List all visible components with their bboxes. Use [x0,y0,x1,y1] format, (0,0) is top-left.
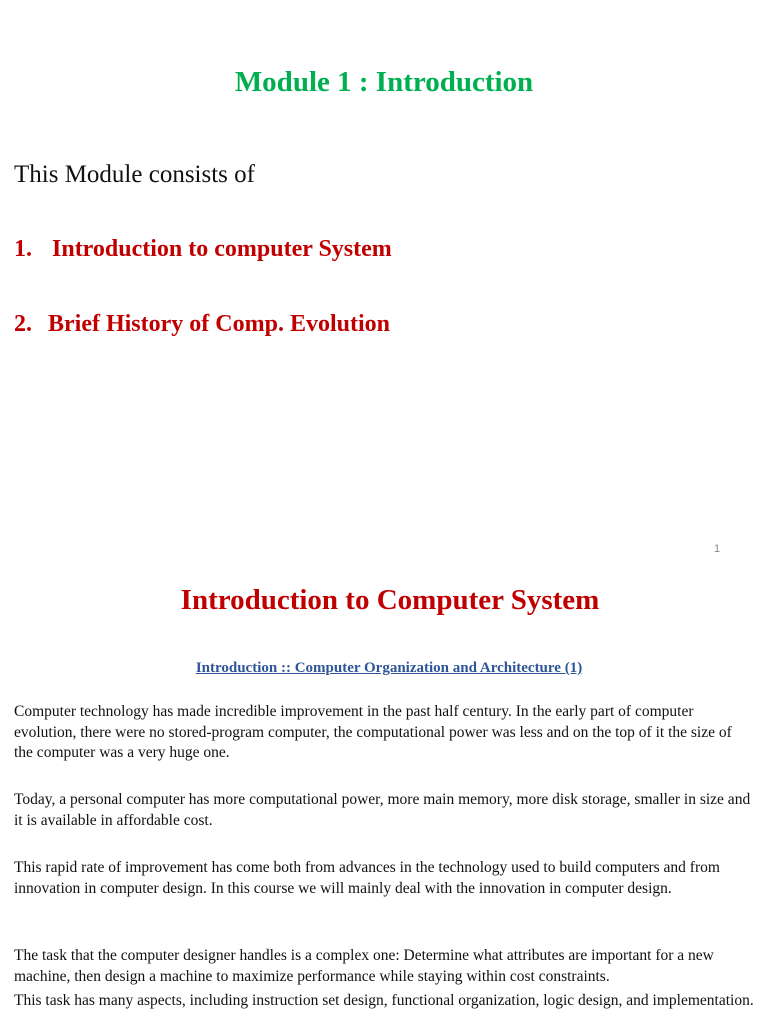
slide-introduction [0,568,768,1024]
module-intro-text: This Module consists of [14,161,255,188]
module-title: Module 1 : Introduction [234,66,534,98]
section-title: Introduction to Computer System [180,584,600,616]
paragraph: This task has many aspects, including instruction set design, functional organization, logic design, and implementation. [14,992,754,1009]
module-item-1 [14,233,392,265]
paragraph: The task that the computer designer handles is a complex one: Determine what attributes are important for a new machine, then design a machine to maximize performance while staying within cost constraints. [14,947,714,985]
paragraph: This rapid rate of improvement has come both from advances in the technology used to build computers and from innovation in computer design. In this course we will mainly deal with the innovation in computer design. [14,859,720,897]
module-item-label: Introduction to computer System [52,236,392,262]
paragraph: Computer technology has made incredible improvement in the past half century. In the early part of computer evolution, there were no stored-program computer, the computational power was less and on the top of it the size of the computer was a very huge one. [14,703,732,761]
subheading-link[interactable]: Introduction :: Computer Organization and Architecture (1) [195,660,583,676]
paragraph: Today, a personal computer has more computational power, more main memory, more disk storage, smaller in size and it is available in affordable cost. [14,791,751,829]
module-item-number: 2. [14,311,32,337]
page-number: 1 [714,543,721,555]
module-item-label: Brief History of Comp. Evolution [48,311,390,337]
module-item-number: 1. [14,236,32,262]
module-item-2 [14,308,390,340]
